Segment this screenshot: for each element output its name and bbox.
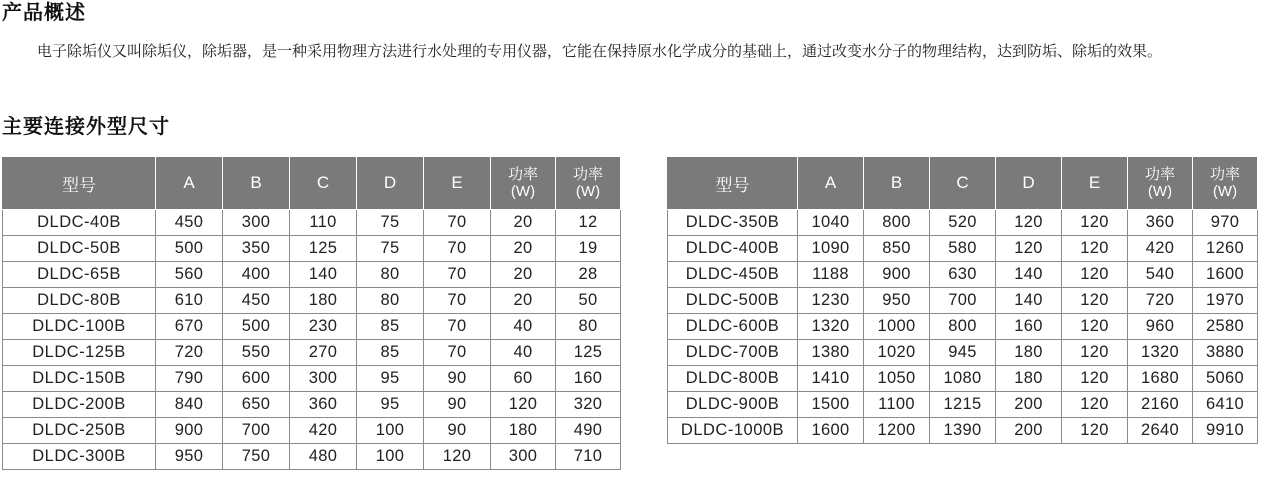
cell-c: 800 — [930, 314, 996, 340]
cell-e: 120 — [1062, 418, 1128, 444]
cell-power-2: 80 — [556, 314, 621, 340]
table-row — [668, 392, 1258, 418]
cell-d: 180 — [996, 340, 1062, 366]
cell-c: 1215 — [930, 392, 996, 418]
cell-power-1: 40 — [491, 314, 556, 340]
table-row — [3, 418, 621, 444]
table-header-row — [3, 157, 621, 210]
cell-c: 230 — [290, 314, 357, 340]
cell-power-1: 2160 — [1128, 392, 1193, 418]
cell-power-2: 6410 — [1193, 392, 1258, 418]
table-row — [3, 314, 621, 340]
cell-power-1: 20 — [491, 236, 556, 262]
table-row — [3, 392, 621, 418]
cell-b: 800 — [864, 210, 930, 236]
cell-b: 1000 — [864, 314, 930, 340]
cell-e: 70 — [424, 288, 491, 314]
cell-c: 140 — [290, 262, 357, 288]
cell-c: 125 — [290, 236, 357, 262]
cell-model: DLDC-250B — [3, 418, 156, 444]
cell-power-1: 300 — [491, 444, 556, 470]
dimensions-table-left — [2, 156, 621, 470]
table-row — [668, 418, 1258, 444]
cell-c: 420 — [290, 418, 357, 444]
cell-a: 1040 — [798, 210, 864, 236]
cell-model: DLDC-800B — [668, 366, 798, 392]
table-row — [668, 288, 1258, 314]
cell-power-2: 125 — [556, 340, 621, 366]
cell-b: 300 — [223, 210, 290, 236]
overview-text: 电子除垢仪又叫除垢仪，除垢器，是一种采用物理方法进行水处理的专用仪器，它能在保持原水化学成分的基础上，通过改变水分子的物理结构，达到防垢、除垢的效果。 — [37, 42, 1163, 60]
table-row — [668, 340, 1258, 366]
cell-power-2: 9910 — [1193, 418, 1258, 444]
table-row — [3, 340, 621, 366]
cell-e: 120 — [424, 444, 491, 470]
cell-power-2: 1970 — [1193, 288, 1258, 314]
dimensions-title: 主要连接外型尺寸 — [2, 114, 170, 138]
cell-model: DLDC-1000B — [668, 418, 798, 444]
cell-c: 180 — [290, 288, 357, 314]
cell-model: DLDC-125B — [3, 340, 156, 366]
column-header-d: D — [996, 157, 1062, 210]
cell-b: 400 — [223, 262, 290, 288]
column-header-power-1: 功率 (W) — [491, 157, 556, 210]
cell-power-2: 28 — [556, 262, 621, 288]
cell-b: 650 — [223, 392, 290, 418]
cell-power-1: 20 — [491, 288, 556, 314]
cell-c: 1390 — [930, 418, 996, 444]
cell-power-2: 1600 — [1193, 262, 1258, 288]
cell-c: 1080 — [930, 366, 996, 392]
cell-b: 1100 — [864, 392, 930, 418]
cell-power-1: 120 — [491, 392, 556, 418]
cell-model: DLDC-350B — [668, 210, 798, 236]
cell-d: 85 — [357, 314, 424, 340]
overview-title: 产品概述 — [2, 0, 86, 24]
cell-power-1: 60 — [491, 366, 556, 392]
cell-d: 80 — [357, 288, 424, 314]
cell-e: 70 — [424, 340, 491, 366]
cell-d: 140 — [996, 262, 1062, 288]
cell-power-1: 540 — [1128, 262, 1193, 288]
cell-a: 1320 — [798, 314, 864, 340]
cell-b: 850 — [864, 236, 930, 262]
cell-d: 160 — [996, 314, 1062, 340]
cell-model: DLDC-200B — [3, 392, 156, 418]
column-header-e: E — [1062, 157, 1128, 210]
cell-b: 500 — [223, 314, 290, 340]
cell-e: 120 — [1062, 366, 1128, 392]
cell-e: 120 — [1062, 340, 1128, 366]
cell-e: 120 — [1062, 392, 1128, 418]
cell-d: 75 — [357, 210, 424, 236]
table-row — [3, 288, 621, 314]
cell-d: 200 — [996, 418, 1062, 444]
table-row — [668, 366, 1258, 392]
cell-c: 700 — [930, 288, 996, 314]
column-header-c: C — [930, 157, 996, 210]
cell-model: DLDC-900B — [668, 392, 798, 418]
cell-d: 140 — [996, 288, 1062, 314]
column-header-a: A — [798, 157, 864, 210]
table-row — [668, 236, 1258, 262]
cell-power-2: 970 — [1193, 210, 1258, 236]
cell-a: 1090 — [798, 236, 864, 262]
cell-power-2: 490 — [556, 418, 621, 444]
cell-d: 120 — [996, 210, 1062, 236]
cell-d: 200 — [996, 392, 1062, 418]
cell-a: 950 — [156, 444, 223, 470]
cell-a: 1188 — [798, 262, 864, 288]
cell-model: DLDC-450B — [668, 262, 798, 288]
column-header-power-2: 功率 (W) — [1193, 157, 1258, 210]
column-header-b: B — [223, 157, 290, 210]
cell-e: 70 — [424, 236, 491, 262]
cell-model: DLDC-50B — [3, 236, 156, 262]
cell-model: DLDC-80B — [3, 288, 156, 314]
cell-d: 100 — [357, 418, 424, 444]
table-row — [668, 210, 1258, 236]
cell-a: 450 — [156, 210, 223, 236]
cell-b: 900 — [864, 262, 930, 288]
cell-e: 90 — [424, 418, 491, 444]
cell-model: DLDC-700B — [668, 340, 798, 366]
cell-e: 70 — [424, 210, 491, 236]
cell-b: 350 — [223, 236, 290, 262]
cell-a: 1500 — [798, 392, 864, 418]
cell-a: 1410 — [798, 366, 864, 392]
cell-a: 840 — [156, 392, 223, 418]
cell-c: 480 — [290, 444, 357, 470]
cell-power-1: 2640 — [1128, 418, 1193, 444]
cell-model: DLDC-400B — [668, 236, 798, 262]
cell-a: 790 — [156, 366, 223, 392]
column-header-model: 型号 — [668, 157, 798, 210]
cell-model: DLDC-150B — [3, 366, 156, 392]
cell-power-2: 5060 — [1193, 366, 1258, 392]
cell-e: 120 — [1062, 262, 1128, 288]
cell-d: 75 — [357, 236, 424, 262]
column-header-b: B — [864, 157, 930, 210]
cell-power-1: 360 — [1128, 210, 1193, 236]
column-header-d: D — [357, 157, 424, 210]
table-row — [668, 314, 1258, 340]
cell-power-2: 3880 — [1193, 340, 1258, 366]
cell-a: 670 — [156, 314, 223, 340]
cell-a: 560 — [156, 262, 223, 288]
table-row — [3, 444, 621, 470]
cell-e: 120 — [1062, 236, 1128, 262]
column-header-model: 型号 — [3, 157, 156, 210]
table-row — [3, 262, 621, 288]
cell-d: 120 — [996, 236, 1062, 262]
cell-power-2: 12 — [556, 210, 621, 236]
cell-e: 120 — [1062, 288, 1128, 314]
cell-power-1: 20 — [491, 262, 556, 288]
cell-a: 720 — [156, 340, 223, 366]
cell-c: 110 — [290, 210, 357, 236]
cell-power-2: 50 — [556, 288, 621, 314]
cell-power-2: 710 — [556, 444, 621, 470]
cell-power-1: 20 — [491, 210, 556, 236]
cell-power-2: 1260 — [1193, 236, 1258, 262]
cell-power-2: 320 — [556, 392, 621, 418]
table-row — [3, 366, 621, 392]
cell-a: 1380 — [798, 340, 864, 366]
cell-power-1: 1680 — [1128, 366, 1193, 392]
column-header-power-1: 功率 (W) — [1128, 157, 1193, 210]
cell-b: 1020 — [864, 340, 930, 366]
cell-model: DLDC-40B — [3, 210, 156, 236]
table-row — [668, 262, 1258, 288]
cell-b: 450 — [223, 288, 290, 314]
cell-a: 1600 — [798, 418, 864, 444]
column-header-e: E — [424, 157, 491, 210]
cell-power-2: 2580 — [1193, 314, 1258, 340]
cell-power-1: 180 — [491, 418, 556, 444]
cell-d: 95 — [357, 366, 424, 392]
cell-d: 85 — [357, 340, 424, 366]
cell-d: 100 — [357, 444, 424, 470]
cell-model: DLDC-300B — [3, 444, 156, 470]
table-row — [3, 236, 621, 262]
cell-c: 945 — [930, 340, 996, 366]
cell-model: DLDC-600B — [668, 314, 798, 340]
cell-c: 270 — [290, 340, 357, 366]
cell-power-2: 19 — [556, 236, 621, 262]
cell-c: 360 — [290, 392, 357, 418]
cell-e: 70 — [424, 262, 491, 288]
cell-model: DLDC-65B — [3, 262, 156, 288]
column-header-c: C — [290, 157, 357, 210]
table-row — [3, 210, 621, 236]
cell-a: 500 — [156, 236, 223, 262]
cell-power-1: 1320 — [1128, 340, 1193, 366]
cell-b: 1050 — [864, 366, 930, 392]
dimensions-table-right — [667, 156, 1258, 444]
cell-c: 580 — [930, 236, 996, 262]
cell-b: 600 — [223, 366, 290, 392]
cell-a: 1230 — [798, 288, 864, 314]
cell-a: 610 — [156, 288, 223, 314]
cell-model: DLDC-100B — [3, 314, 156, 340]
cell-power-2: 160 — [556, 366, 621, 392]
cell-d: 80 — [357, 262, 424, 288]
cell-a: 900 — [156, 418, 223, 444]
column-header-power-2: 功率 (W) — [556, 157, 621, 210]
cell-b: 1200 — [864, 418, 930, 444]
cell-power-1: 720 — [1128, 288, 1193, 314]
cell-power-1: 40 — [491, 340, 556, 366]
column-header-a: A — [156, 157, 223, 210]
cell-b: 750 — [223, 444, 290, 470]
cell-c: 300 — [290, 366, 357, 392]
cell-power-1: 960 — [1128, 314, 1193, 340]
cell-c: 630 — [930, 262, 996, 288]
cell-b: 950 — [864, 288, 930, 314]
cell-e: 90 — [424, 392, 491, 418]
cell-c: 520 — [930, 210, 996, 236]
cell-b: 700 — [223, 418, 290, 444]
cell-e: 90 — [424, 366, 491, 392]
cell-e: 70 — [424, 314, 491, 340]
cell-b: 550 — [223, 340, 290, 366]
cell-d: 180 — [996, 366, 1062, 392]
cell-power-1: 420 — [1128, 236, 1193, 262]
cell-model: DLDC-500B — [668, 288, 798, 314]
cell-e: 120 — [1062, 210, 1128, 236]
cell-e: 120 — [1062, 314, 1128, 340]
cell-d: 95 — [357, 392, 424, 418]
table-header-row — [668, 157, 1258, 210]
